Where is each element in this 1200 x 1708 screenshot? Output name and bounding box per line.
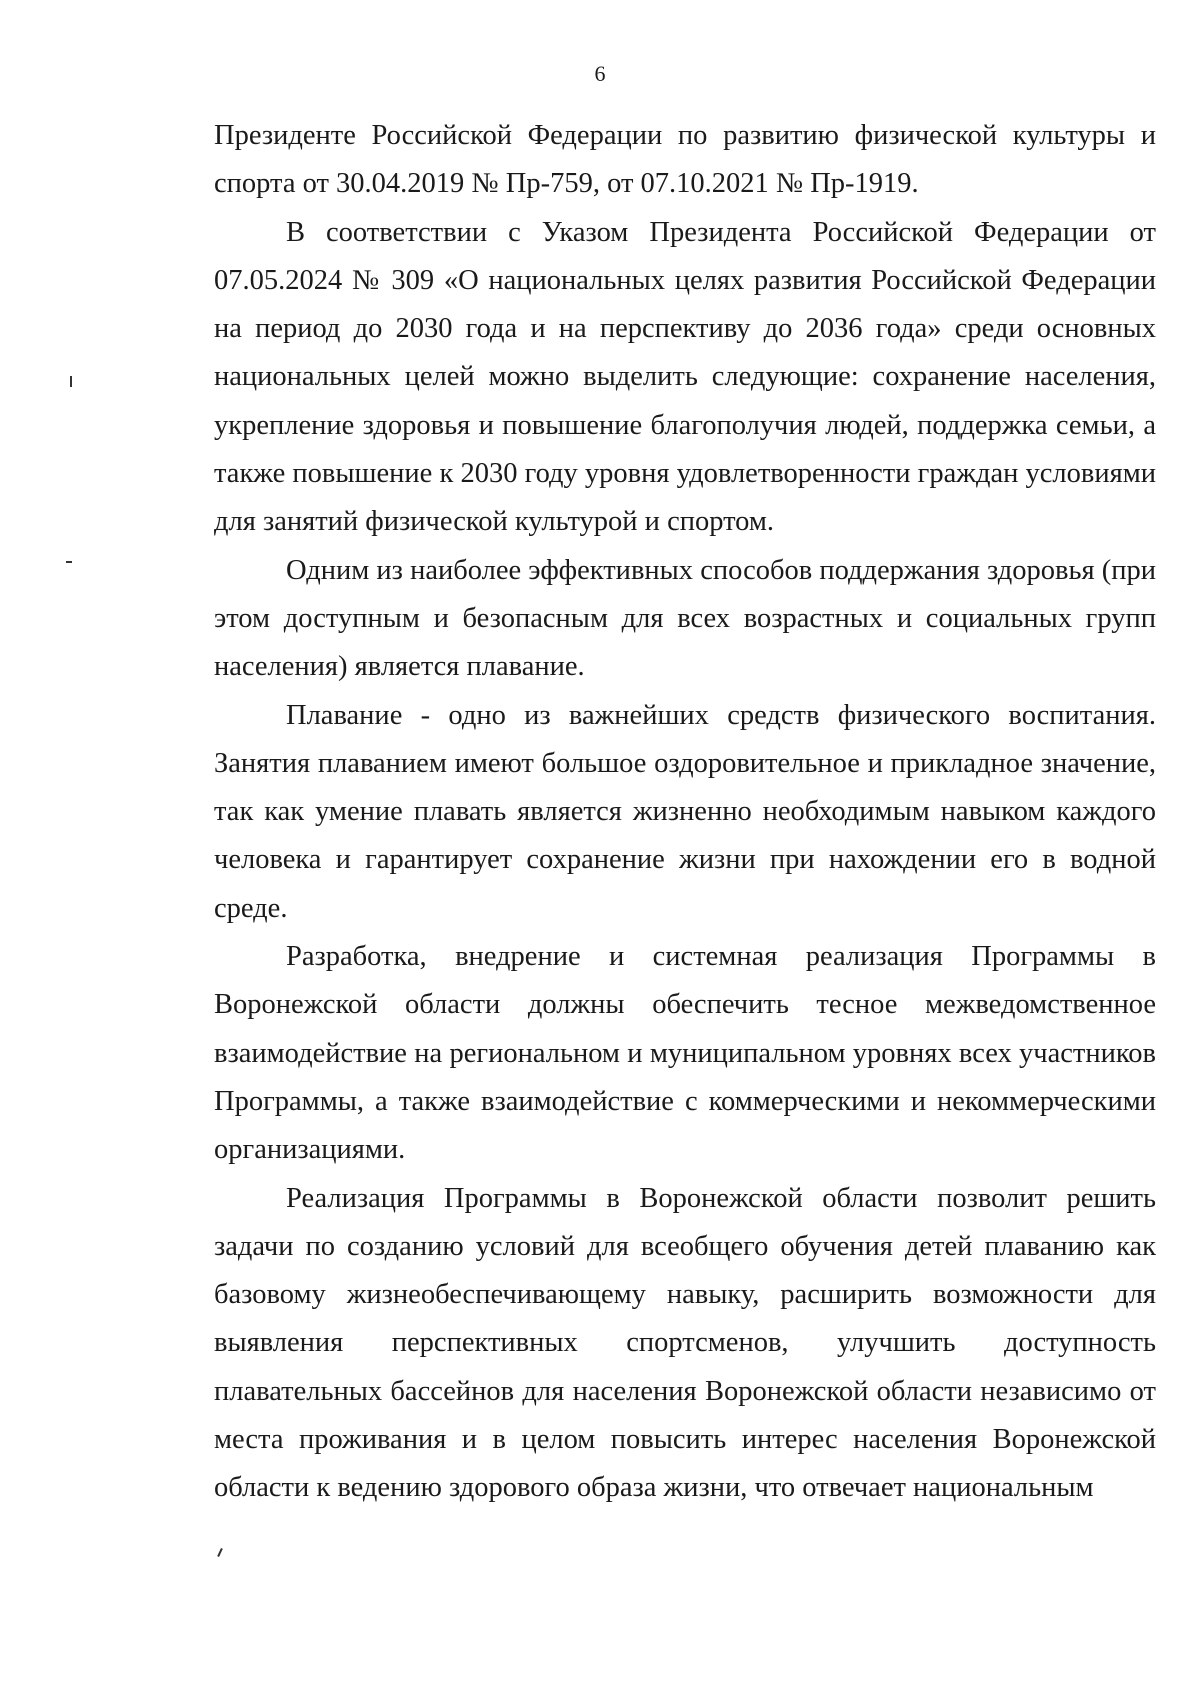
scan-mark [70, 376, 72, 387]
paragraph-swimming-importance: Плавание - одно из важнейших средств физического воспитания. Занятия плаванием имеют большое оздоровительное и прикладное значение, так как умение плавать является жизненно необходимым навыком каждого человека и гарантирует сохранение жизни при нахождении его в водной среде. [214, 699, 1156, 924]
page-number: 6 [594, 61, 606, 86]
paragraph-swimming-health: Одним из наиболее эффективных способов поддержания здоровья (при этом доступным и безопасным для всех возрастных и социальных групп населения) является плавание. [214, 554, 1156, 683]
scan-mark [66, 561, 72, 563]
paragraph-national-goals: В соответствии с Указом Президента Российской Федерации от 07.05.2024 № 309 «О национальных целях развития Российской Федерации на период до 2030 года и на перспективу до 2036 года» среди основных национальных целей можно выделить следующие: сохранение населения, укрепление здоровья и повышение благополучия людей, поддержка семьи, а также повышение к 2030 году уровня удовлетворенности граждан условиями для занятий физической культурой и спортом. [214, 216, 1156, 538]
document-body [214, 112, 1156, 1513]
paragraph-program-development: Разработка, внедрение и системная реализация Программы в Воронежской области должны обеспечить тесное межведомственное взаимодействие на региональном и муниципальном уровнях всех участников Программы, а также взаимодействие с коммерческими и некоммерческими организациями. [214, 941, 1156, 1166]
paragraph-continuation: Президенте Российской Федерации по развитию физической культуры и спорта от 30.04.2019 № Пр-759, от 07.10.2021 № Пр-1919. [214, 120, 1156, 200]
paragraph-program-implementation: Реализация Программы в Воронежской области позволит решить задачи по созданию условий для всеобщего обучения детей плаванию как базовому жизнеобеспечивающему навыку, расширить возможности для выявления перспективных спортсменов, улучшить доступность плавательных бассейнов для населения Воронежской области независимо от места проживания и в целом повысить интерес населения Воронежской области к ведению здорового образа жизни, что отвечает национальным [214, 1182, 1156, 1504]
scan-mark [217, 1548, 223, 1557]
